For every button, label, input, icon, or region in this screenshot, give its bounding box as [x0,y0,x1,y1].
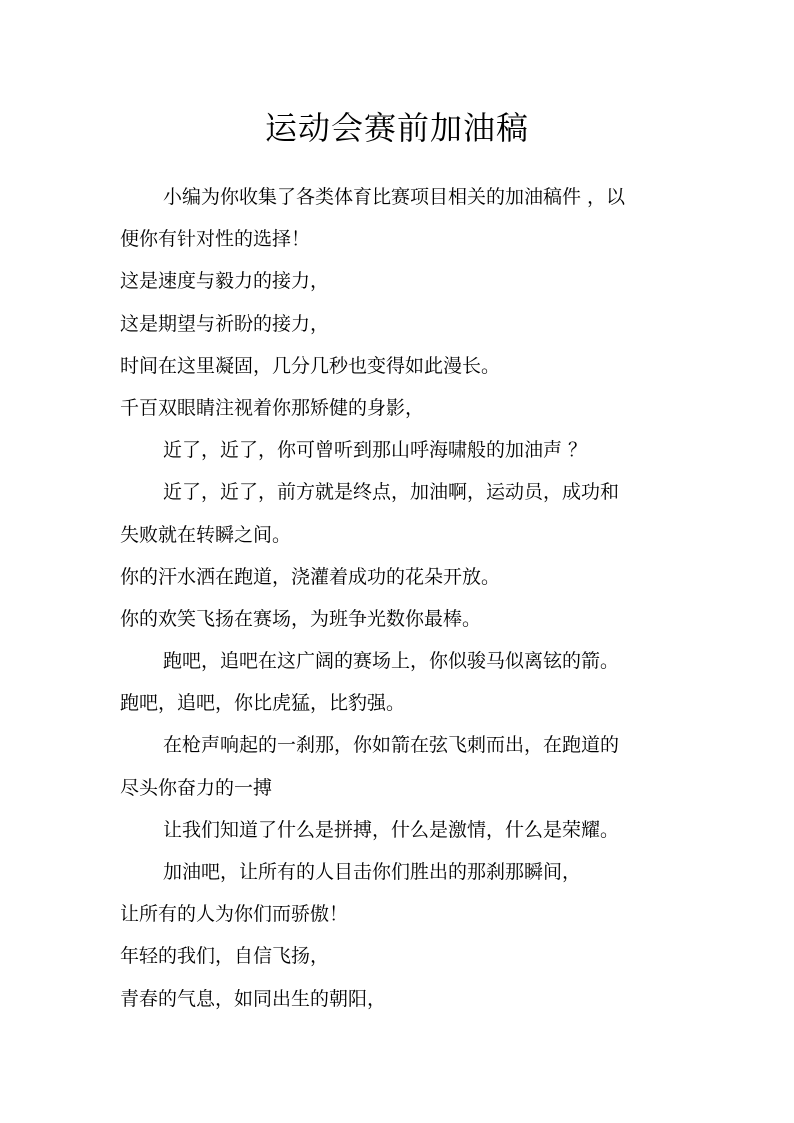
paragraph-line: 近了，近了，前方就是终点，加油啊，运动员，成功和 [163,481,620,504]
paragraph-line: 尽头你奋力的一搏 [120,776,273,799]
paragraph-line: 青春的气息，如同出生的朝阳， [120,987,387,1010]
paragraph-line: 跑吧，追吧，你比虎猛，比豹强。 [120,692,406,715]
paragraph-line: 时间在这里凝固，几分几秒也变得如此漫长。 [120,354,501,377]
paragraph-line: 便你有针对性的选择！ [120,228,311,251]
paragraph-line: 千百双眼睛注视着你那矫健的身影， [120,396,425,419]
paragraph-line: 你的欢笑飞扬在赛场，为班争光数你最棒。 [120,607,482,630]
paragraph-line: 让我们知道了什么是拼搏，什么是激情，什么是荣耀。 [163,818,620,841]
paragraph-line: 小编为你收集了各类体育比赛项目相关的加油稿件 ，以 [163,186,626,208]
paragraph-line: 这是速度与毅力的接力， [120,270,330,293]
paragraph-line: 让所有的人为你们而骄傲！ [120,903,349,926]
page-title: 运动会赛前加油稿 [264,109,529,147]
paragraph-line: 加油吧，让所有的人目击你们胜出的那刹那瞬间， [163,861,582,883]
paragraph-line: 你的汗水洒在跑道，浇灌着成功的花朵开放。 [120,565,501,588]
paragraph-line: 在枪声响起的一刹那，你如箭在弦飞刺而出，在跑道的 [163,734,620,757]
paragraph-line: 近了，近了，你可曾听到那山呼海啸般的加油声 ？ [163,439,588,462]
paragraph-line: 跑吧，追吧在这广阔的赛场上，你似骏马似离铉的箭。 [163,650,620,673]
paragraph-line: 年轻的我们，自信飞扬， [120,945,330,968]
document-body [120,176,680,1020]
paragraph-line: 失败就在转瞬之间。 [120,523,292,546]
paragraph-line: 这是期望与祈盼的接力， [120,312,330,335]
